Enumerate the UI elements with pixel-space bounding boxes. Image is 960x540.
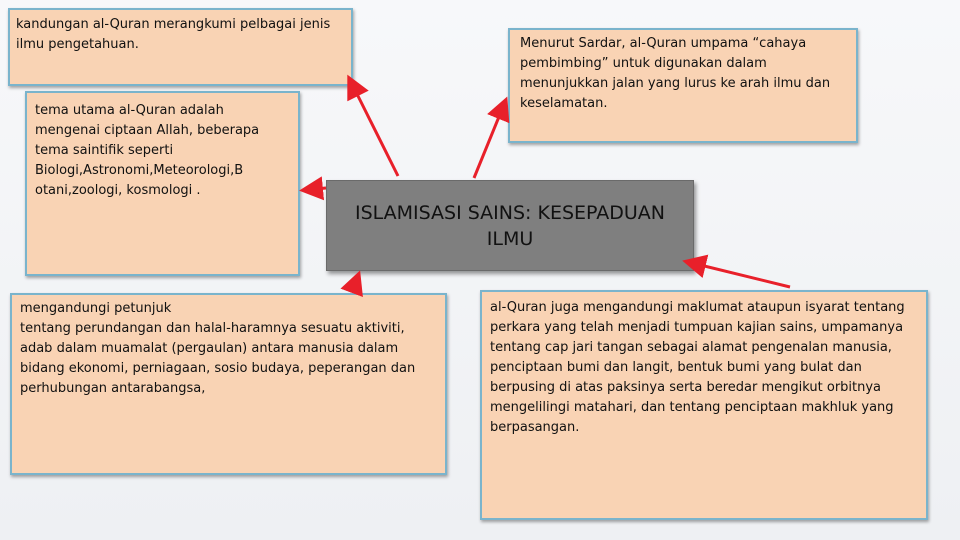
info-box-guidance: [10, 293, 447, 475]
arrow-to-bottom-left: [352, 276, 358, 292]
arrow-to-top-left: [350, 80, 398, 176]
arrow-to-top-right: [474, 102, 505, 178]
info-box-text: tema utama al-Quran adalah mengenai ciptaan Allah, beberapa tema saintifik seperti Biologi,Astronomi,Meteorologi,B otani,zoologi, kosmologi .: [35, 103, 260, 198]
info-box-quran-knowledge: [8, 8, 353, 86]
info-box-sardar-quote: [508, 28, 858, 143]
central-concept-title: ISLAMISASI SAINS: KESEPADUAN ILMU: [354, 201, 666, 250]
arrow-to-bottom-right: [688, 262, 790, 287]
info-box-main-theme: [25, 91, 300, 276]
central-concept-box: [326, 180, 694, 271]
info-box-text: al-Quran juga mengandungi maklumat ataupun isyarat tentang perkara yang telah menjadi tumpuan kajian sains, umpamanya tentang cap jari tangan sebagai alamat pengenalan manusia, penciptaan bumi dan langit, bentuk bumi yang bulat dan berpusing di atas paksinya serta beredar mengikut orbitnya mengelilingi matahari, dan tentang penciptaan makhluk yang berpasangan.: [490, 300, 905, 435]
arrow-to-mid-left: [305, 188, 326, 190]
info-box-text: kandungan al-Quran merangkumi pelbagai jenis ilmu pengetahuan.: [16, 17, 331, 52]
info-box-scientific-signs: [480, 290, 928, 520]
info-box-text: Menurut Sardar, al-Quran umpama “cahaya pembimbing” untuk digunakan dalam menunjukkan jalan yang lurus ke arah ilmu dan keselamatan.: [520, 36, 831, 111]
info-box-text: mengandungi petunjuk tentang perundangan dan halal-haramnya sesuatu aktiviti, adab dalam muamalat (pergaulan) antara manusia dalam bidang ekonomi, perniagaan, sosio budaya, peperangan dan perhubungan antarabangsa,: [20, 301, 416, 396]
